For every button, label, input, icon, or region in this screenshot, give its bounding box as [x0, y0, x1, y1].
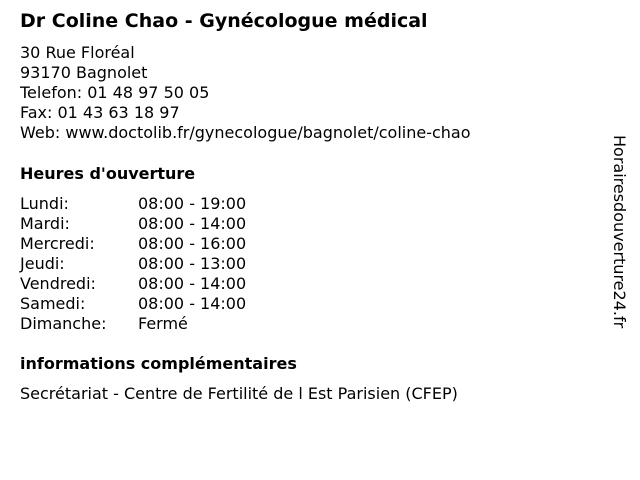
- hours-time: 08:00 - 14:00: [138, 214, 247, 233]
- phone-number: Telefon: 01 48 97 50 05: [20, 83, 210, 102]
- contact-block: [20, 43, 471, 143]
- hours-row-tuesday: [20, 214, 246, 234]
- info-text: Secrétariat - Centre de Fertilité de l Est Parisien (CFEP): [20, 384, 458, 403]
- side-brand-watermark: Horairesdouverture24.fr: [610, 135, 629, 329]
- day-label: Mercredi:: [20, 234, 95, 253]
- hours-row-wednesday: [20, 234, 246, 254]
- day-label: Jeudi:: [20, 254, 65, 273]
- hours-time: 08:00 - 16:00: [138, 234, 247, 253]
- city-address: 93170 Bagnolet: [20, 63, 148, 82]
- day-label: Vendredi:: [20, 274, 96, 293]
- hours-table: [20, 194, 246, 334]
- hours-row-friday: [20, 274, 246, 294]
- hours-time: Fermé: [138, 314, 188, 333]
- page-title: Dr Coline Chao - Gynécologue médical: [20, 10, 428, 32]
- day-label: Lundi:: [20, 194, 69, 213]
- street-address: 30 Rue Floréal: [20, 43, 135, 62]
- day-label: Samedi:: [20, 294, 86, 313]
- hours-time: 08:00 - 14:00: [138, 294, 247, 313]
- hours-time: 08:00 - 14:00: [138, 274, 247, 293]
- hours-row-thursday: [20, 254, 246, 274]
- hours-time: 08:00 - 13:00: [138, 254, 247, 273]
- hours-time: 08:00 - 19:00: [138, 194, 247, 213]
- hours-row-monday: [20, 194, 246, 214]
- website-link[interactable]: Web: www.doctolib.fr/gynecologue/bagnolet/coline-chao: [20, 123, 471, 142]
- hours-heading: Heures d'ouverture: [20, 164, 196, 183]
- hours-row-sunday: [20, 314, 246, 334]
- day-label: Mardi:: [20, 214, 70, 233]
- hours-row-saturday: [20, 294, 246, 314]
- fax-number: Fax: 01 43 63 18 97: [20, 103, 180, 122]
- day-label: Dimanche:: [20, 314, 107, 333]
- info-heading: informations complémentaires: [20, 354, 297, 373]
